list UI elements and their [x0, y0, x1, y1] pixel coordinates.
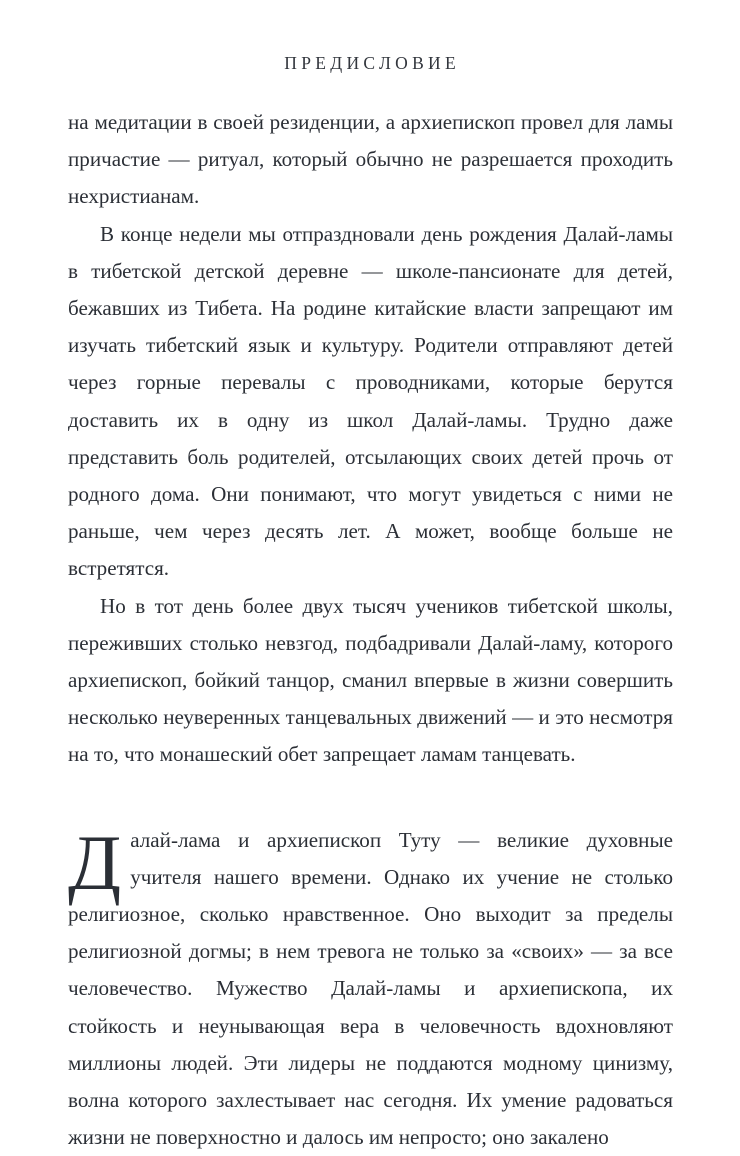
paragraph: Но в тот день более двух тысяч учеников тибетской школы, переживших столько невзгод, подбадривали Далай-ламу, которого архиепископ, бойкий танцор, сманил впервые в жизни совершить несколько неуверенных танцевальных движений — и это несмотря на то, что монашеский обет запрещает ламам танцевать.	[68, 593, 674, 767]
drop-cap-letter: Д	[68, 818, 122, 906]
paragraph: на медитации в своей резиденции, а архиепископ провел для ламы причастие — ритуал, который обычно не разрешается проходить нехристианам.	[68, 110, 673, 209]
dropcap-paragraph	[68, 818, 673, 1156]
section-divider	[68, 818, 673, 1156]
page-text-block	[68, 104, 673, 1156]
running-header	[0, 55, 740, 74]
dropcap-paragraph-text: алай-лама и архиепископ Туту — великие духовные учителя нашего времени. Однако их учение не столько религиозное, сколько нравственное. Оно выходит за пределы религиозной догмы; в нем тревога не только за «своих» — за все человечество. Мужество Далай-ламы и архиепископа, их стойкость и неунывающая вера в человечность вдохновляют миллионы людей. Эти лидеры не поддаются модному цинизму, волна которого захлестывает нас сегодня. Их умение радоваться жизни не поверхностно и далось им непросто; оно закалено	[68, 827, 673, 1150]
running-header-text: ПРЕДИСЛОВИЕ	[284, 53, 460, 73]
paragraph: В конце недели мы отпраздновали день рождения Далай-ламы в тибетской детской деревне — школе-пансионате для детей, бежавших из Тибета. На родине китайские власти запрещают им изучать тибетский язык и культуру. Родители отправляют детей через горные перевалы с проводниками, которые берутся доставить их в одну из школ Далай-ламы. Трудно даже представить боль родителей, отсылающих своих детей прочь от родного дома. Они понимают, что могут увидеться с ними не раньше, чем через десять лет. А может, вообще больше не встретятся.	[68, 221, 673, 581]
